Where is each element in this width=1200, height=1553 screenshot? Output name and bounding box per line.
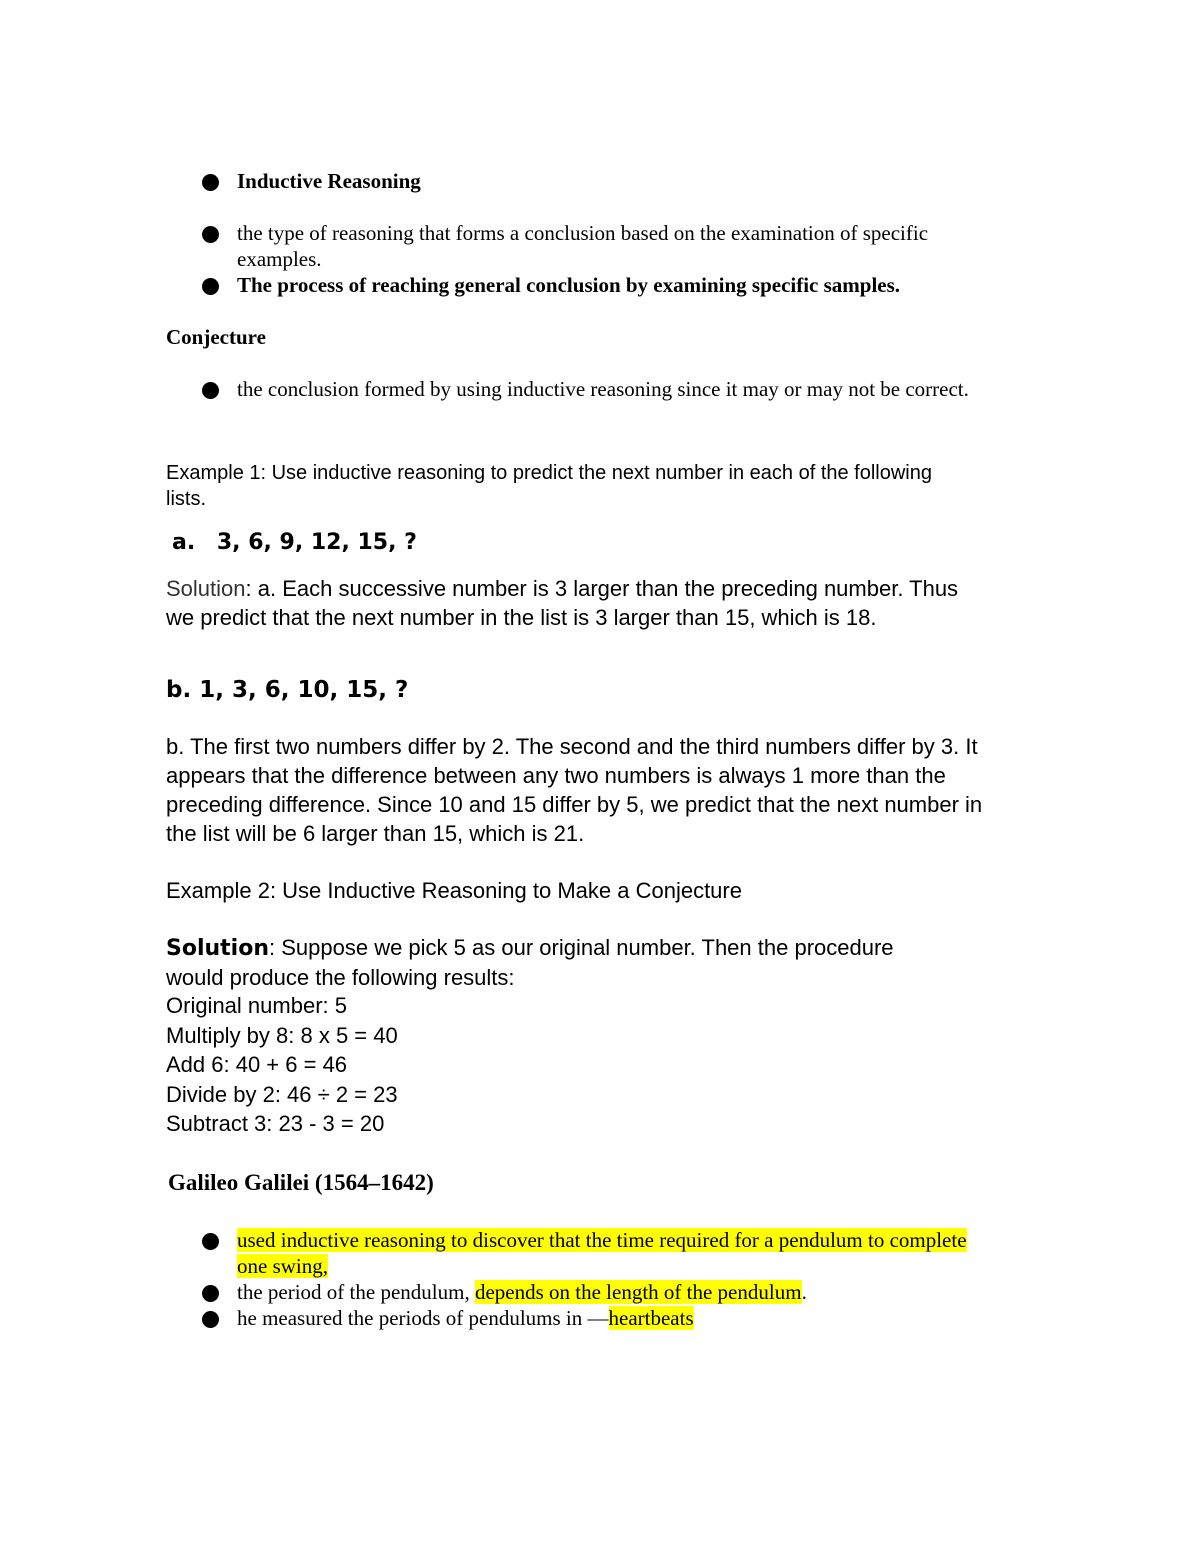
bullet-item <box>200 376 1000 402</box>
procedure-step: Multiply by 8: 8 x 5 = 40 <box>166 1022 398 1048</box>
definition-text: the type of reasoning that forms a conclusion based on the examination of specific examples. <box>237 221 929 271</box>
topic-title: Inductive Reasoning <box>237 169 421 193</box>
plain-text: the period of the pendulum, <box>237 1280 475 1304</box>
example2-solution <box>166 933 946 992</box>
bullet-item <box>200 168 1000 194</box>
conjecture-definition: the conclusion formed by using inductive reasoning since it may or may not be correct. <box>237 377 969 401</box>
conjecture-heading: Conjecture <box>166 325 266 349</box>
intro-bullet-list <box>200 168 1000 298</box>
bullet-icon <box>202 174 219 191</box>
bullet-item <box>200 272 1000 298</box>
plain-text: . <box>801 1280 807 1304</box>
solution-label: Solution <box>166 576 246 601</box>
solution-label: Solution <box>166 936 269 961</box>
bullet-item <box>200 1279 1000 1305</box>
example2-title: Example 2: Use Inductive Reasoning to Make a Conjecture <box>166 878 742 903</box>
bullet-icon <box>202 1285 219 1302</box>
procedure-step: Divide by 2: 46 ÷ 2 = 23 <box>166 1081 398 1107</box>
example1-part-b-heading: b. 1, 3, 6, 10, 15, ? <box>166 677 409 703</box>
solution-text: : a. Each successive number is 3 larger than the preceding number. Thus we predict that the next number in the list is 3 larger than 15, which is 18. <box>166 576 959 630</box>
highlighted-text: used inductive reasoning to discover that the time required for a pendulum to complete one swing, <box>237 1228 967 1278</box>
definition-text: The process of reaching general conclusion by examining specific samples. <box>237 273 901 297</box>
bullet-item <box>200 1305 1000 1331</box>
procedure-step: Add 6: 40 + 6 = 46 <box>166 1052 348 1077</box>
procedure-step: Subtract 3: 23 - 3 = 20 <box>166 1111 385 1136</box>
bullet-item <box>200 1227 1000 1279</box>
bullet-icon <box>202 278 219 295</box>
bullet-icon <box>202 1311 219 1328</box>
procedure-step: Original number: 5 <box>166 993 347 1018</box>
bullet-icon <box>202 382 219 399</box>
bullet-item <box>200 220 1000 272</box>
galileo-bullet-list <box>200 1227 1000 1331</box>
bullet-icon <box>202 1233 219 1250</box>
example1-part-b-solution: b. The first two numbers differ by 2. The second and the third numbers differ by 3. It appears that the difference between any two numbers is always 1 more than the preceding difference. Since 10 and 15 differ by 5, we predict that the next number in the list will be 6 larger than 15, which is 21. <box>166 734 983 846</box>
example1-part-a <box>172 528 417 558</box>
part-a-sequence: 3, 6, 9, 12, 15, ? <box>216 530 417 555</box>
conjecture-bullet-list <box>200 376 1000 402</box>
bullet-icon <box>202 226 219 243</box>
solution-text: : Suppose we pick 5 as our original number. Then the procedure would produce the following results: <box>166 935 894 990</box>
example1-solution <box>166 574 986 632</box>
galileo-heading: Galileo Galilei (1564–1642) <box>168 1170 434 1195</box>
part-a-label: a. <box>172 530 196 555</box>
highlighted-text: heartbeats <box>608 1306 694 1330</box>
highlighted-text: depends on the length of the pendulum <box>474 1280 802 1304</box>
plain-text: he measured the periods of pendulums in — <box>237 1306 609 1330</box>
procedure-steps <box>166 991 398 1139</box>
example1-prompt: Example 1: Use inductive reasoning to predict the next number in each of the following lists. <box>166 462 932 510</box>
